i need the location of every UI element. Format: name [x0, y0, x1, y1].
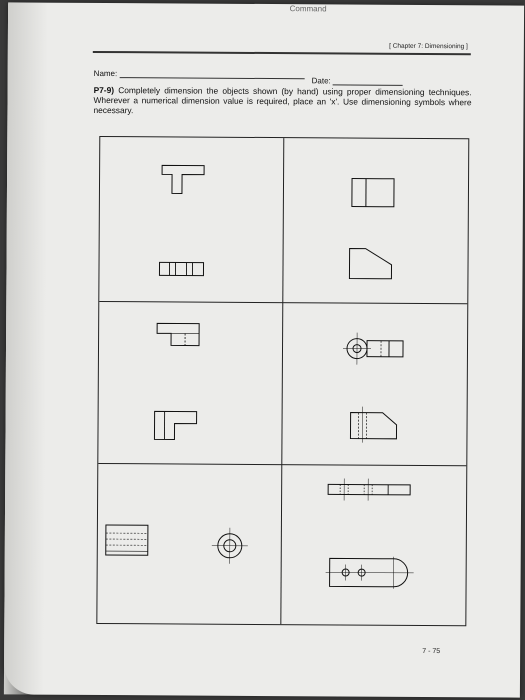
name-label: Name: — [93, 68, 118, 79]
chapter-header: [ Chapter 7: Dimensioning ] — [389, 42, 468, 51]
figure-t-top-view — [160, 161, 210, 201]
figure-three-box-front — [157, 259, 205, 279]
name-field — [94, 69, 305, 79]
problem-number: P7-9) — [93, 84, 115, 96]
figure-grooved-rectangle — [104, 521, 154, 561]
problem-text: Completely dimension the objects shown (by hand) using proper dimensioning techniques. Wherever a numerical dimension value is required, place an 'x'. Use dimensioning symbols where necessary. — [93, 85, 472, 116]
textbook-page — [4, 2, 524, 697]
figure-stepped-block — [155, 319, 205, 351]
grid-divider-vertical — [280, 138, 284, 624]
date-label: Date: — [311, 76, 331, 86]
problem-statement — [93, 85, 471, 117]
figure-hole-with-block — [341, 326, 421, 366]
grid-divider-row-2 — [98, 463, 466, 466]
name-blank-line — [119, 77, 304, 79]
figure-chamfered-block — [347, 243, 397, 283]
date-field — [312, 76, 403, 86]
page-number: 7 - 75 — [422, 647, 441, 656]
exercise-grid — [96, 136, 469, 626]
top-tab-label: Command — [289, 4, 327, 14]
figure-split-rectangle — [350, 175, 398, 213]
header-rule — [93, 51, 471, 55]
figure-slotted-bar — [324, 474, 414, 505]
figure-concentric-circles — [210, 526, 250, 566]
figure-l-shape-front — [152, 407, 202, 443]
figure-notched-block — [342, 404, 404, 444]
figure-rounded-plate — [324, 552, 418, 593]
page-gutter-shadow — [4, 2, 48, 694]
